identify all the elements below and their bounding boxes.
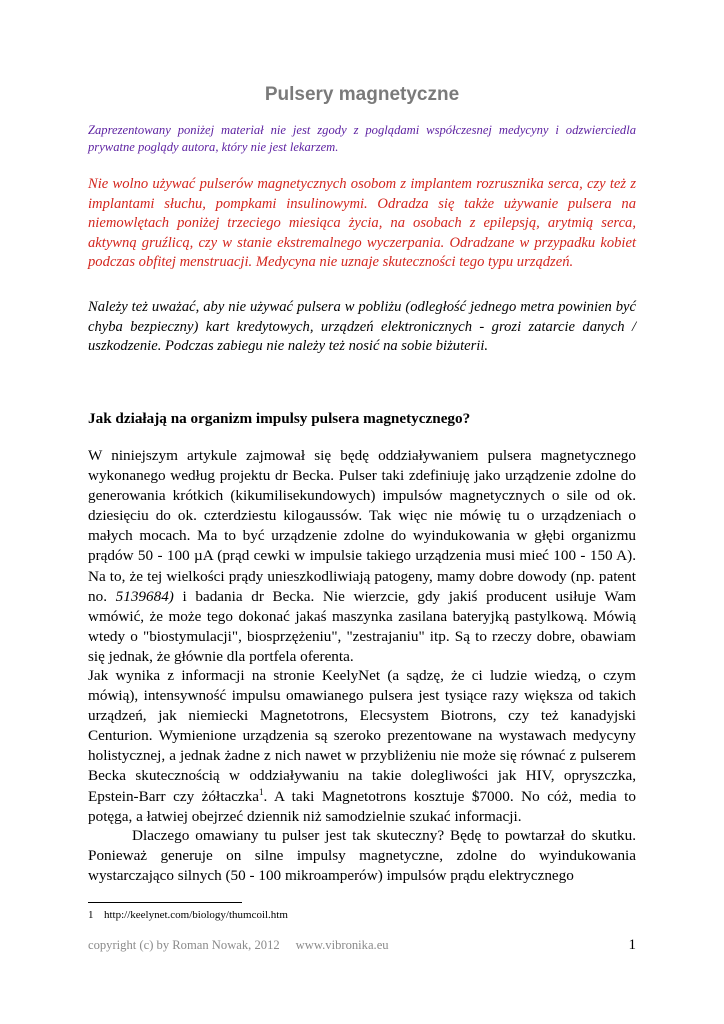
footnote-reference[interactable]: 1 (259, 786, 264, 797)
footnote-divider (88, 902, 242, 903)
section-heading: Jak działają na organizm impulsy pulsera magnetycznego? (88, 410, 471, 427)
para1-text-after: i badania dr Becka. Nie wierzcie, gdy jakiś producent usiłuje Wam wmówić, że może tego dokonać jakaś maszynka zasilana bateryjką pastylkową. Mówią wtedy o "biostymulacji", biosprzężeniu", "zestrajaniu" itp. Są to rzeczy dobre, obawiam się jednak, że głównie dla portfela oferenta. (88, 587, 637, 665)
caution-note: Należy też uważać, aby nie używać pulsera w pobliżu (odległość jednego metra powinien być chyba bezpieczny) kart kredytowych, urządzeń elektronicznych - grozi zatarcie danych / uszkodzenie. Podczas zabiegu nie należy też nosić na sobie biżuterii. (88, 299, 636, 354)
footnote-number: 1 (88, 909, 94, 921)
patent-number: 5139684) (115, 587, 174, 605)
page-title: Pulsery magnetyczne (264, 84, 460, 105)
footnote (88, 908, 288, 922)
para1-text-before: W niniejszym artykule zajmował się będę oddziaływaniem pulsera magnetycznego wykonanego według projektu dr Becka. Pulser taki zdefiniuję jako urządzenie zdolne do generowania krótkich (kikumilisekundowych) impulsów magnetycznych o sile od ok. dziesięciu do ok. czterdziestu kilogaussów. Tak więc nie mówię tu o urządzeniach o małych mocach. Ma to być urządzenie zdolne do wyindukowania w głębi organizmu prądów 50 - 100 µA (prąd cewki w impulsie takiego urządzenia musi mieć 100 - 150 A). Na to, że tej wielkości prądy unieszkodliwiają patogeny, mamy dobre dowody (np. patent no. (88, 447, 636, 605)
para2-text-before: Jak wynika z informacji na stronie KeelyNet (a sądzę, że ci ludzie wiedzą, o czym mówią), intensywność impulsu omawianego pulsera jest tysiące razy większa od takich urządzeń, jak niemiecki Magnetotrons, Elecsystem Biotrons, czy też kanadyjski Centurion. Wymienione urządzenia są szeroko prezentowane na wystawach medycyny holistycznej, a jednak żadne z nich nawet w przybliżeniu nie może się równać z pulserem Becka skutecznością w oddziaływaniu na takie dolegliwości jak HIV, opryszczka, Epstein-Barr czy żółtaczka (88, 667, 636, 805)
page-footer (88, 938, 389, 953)
para2-text-after: . A taki Magnetotrons kosztuje $7000. No cóż, media to potęga, a łatwiej obejrzeć dziennik niż samodzielnie szukać informacji. (88, 787, 636, 825)
page-number: 1 (628, 937, 636, 953)
para3-text: Dlaczego omawiany tu pulser jest tak skuteczny? Będę to powtarzał do skutku. Ponieważ generuje on silne impulsy magnetyczne, zdolne do wyindukowania wystarczająco silnych (50 - 100 mikroamperów) impulsów prądu elektrycznego (88, 827, 636, 885)
warning-text: Nie wolno używać pulserów magnetycznych osobom z implantem rozrusznika serca, czy też z implantami słuchu, pompkami insulinowymi. Odradza się także używanie pulsera na niemowlętach poniżej trzeciego miesiąca życia, na osobach z epilepsją, arytmią serca, aktywną gruźlicą, czy w stanie ekstremalnego wyczerpania. Odradzane w przypadku kobiet podczas obfitej menstruacji. Medycyna nie uznaje skuteczności tego typu urządzeń. (88, 176, 636, 270)
footer-copyright: copyright (c) by Roman Nowak, 2012 (88, 938, 280, 952)
footer-website-link[interactable]: www.vibronika.eu (295, 938, 389, 952)
disclaimer-text: Zaprezentowany poniżej materiał nie jest zgody z poglądami współczesnej medycyny i odzwierciedla prywatne poglądy autora, który nie jest lekarzem. (88, 123, 636, 154)
body-paragraph-3 (88, 826, 636, 886)
footnote-link[interactable]: http://keelynet.com/biology/thumcoil.htm (104, 909, 288, 921)
body-paragraph-2 (88, 666, 636, 827)
body-paragraph-1 (88, 446, 636, 667)
